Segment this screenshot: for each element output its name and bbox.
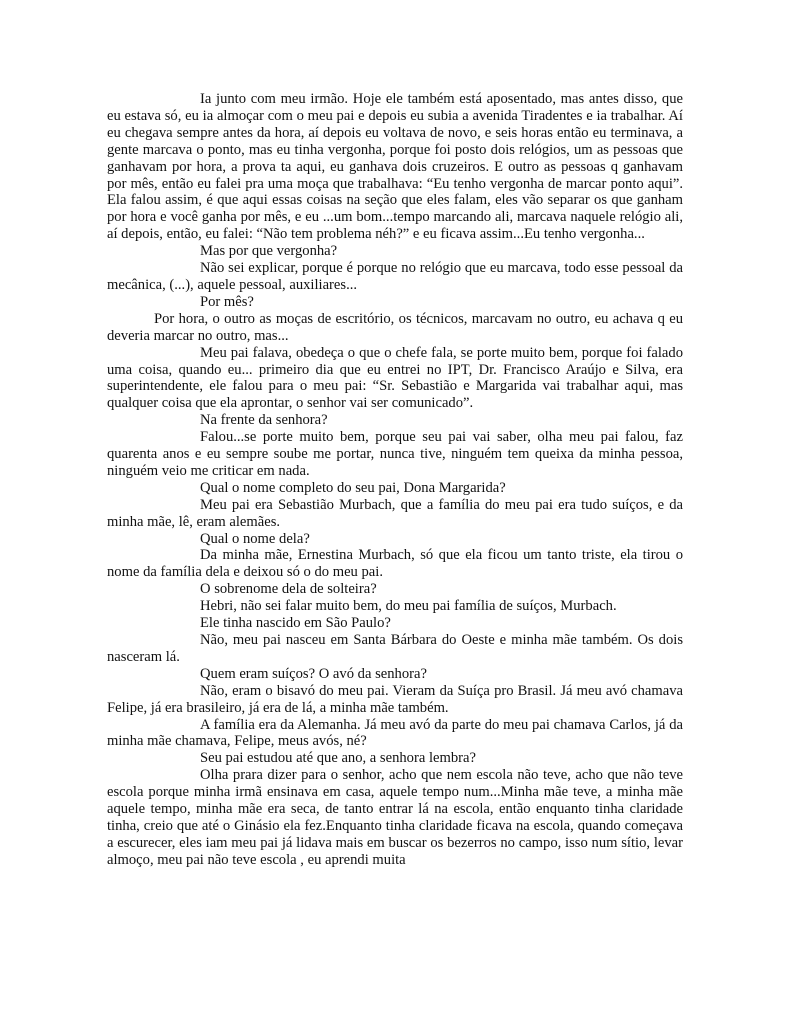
paragraph: Meu pai falava, obedeça o que o chefe fala, se porte muito bem, porque foi falado uma coisa, quando eu... primeiro dia que eu entrei no IPT, Dr. Francisco Araújo e Silva, era superintendente, ele falou para o meu pai: “Sr. Sebastião e Margarida vai trabalhar aqui, mas qualquer coisa que ela aprontar, o senhor vai ser comunicado”. [107, 344, 683, 412]
paragraph: Olha prara dizer para o senhor, acho que nem escola não teve, acho que não teve escola porque minha irmã ensinava em casa, aquele tempo num...Minha mãe teve, a minha mãe aquele tempo, minha mãe era seca, de tanto entrar lá na escola, então enquanto tinha claridade tinha, creio que até o Ginásio ela fez.Enquanto tinha claridade ficava na escola, quando começava a escurecer, eles iam meu pai já lidava mais em buscar os bezerros no campo, isso num sítio, levar almoço, meu pai não teve escola , eu aprendi muita [107, 767, 683, 868]
question: Quem eram suíços? O avó da senhora? [200, 665, 427, 682]
paragraph: Não sei explicar, porque é porque no relógio que eu marcava, todo esse pessoal da mecânica, (...), aquele pessoal, auxiliares... [107, 260, 683, 293]
question: Qual o nome completo do seu pai, Dona Margarida? [200, 479, 506, 496]
paragraph: Meu pai era Sebastião Murbach, que a família do meu pai era tudo suíços, e da minha mãe, lê, eram alemães. [107, 496, 683, 530]
question: Por mês? [200, 293, 254, 310]
question: Ele tinha nascido em São Paulo? [200, 615, 391, 632]
question: Qual o nome dela? [200, 530, 310, 547]
paragraph: Não, eram o bisavó do meu pai. Vieram da Suíça pro Brasil. Já meu avó chamava Felipe, já era brasileiro, já era de lá, a minha mãe também. [107, 682, 683, 716]
question: Seu pai estudou até que ano, a senhora lembra? [200, 750, 476, 767]
paragraph: Ia junto com meu irmão. Hoje ele também está aposentado, mas antes disso, que eu estava só, eu ia almoçar com o meu pai e depois eu subia a avenida Tiradentes e ia trabalhar. Aí eu chegava sempre antes da hora, aí depois eu voltava de novo, e seis horas então eu terminava, a gente marcava o ponto, mas eu tinha vergonha, porque foi posto dois relógios, um as pessoas que ganhavam por hora, a prova ta aqui, eu ganhava dois cruzeiros. E outro as pessoas q ganhavam por mês, então eu falei pra uma moça que trabalhava: “Eu tenho vergonha de marcar ponto aqui”. Ela falou assim, é que aqui essas coisas na seção que eles falam, eles vão separar os que ganham por hora e você ganha por mês, e eu ...um bom...tempo marcando ali, marcava naquele relógio ali, aí depois, então, eu falei: “Não tem problema néh?” e eu ficava assim...Eu tenho vergonha... [107, 91, 683, 243]
question: O sobrenome dela de solteira? [200, 581, 377, 598]
answer-line: Hebri, não sei falar muito bem, do meu pai família de suíços, Murbach. [200, 598, 617, 615]
question: Mas por que vergonha? [200, 243, 338, 260]
paragraph: Por hora, o outro as moças de escritório, os técnicos, marcavam no outro, eu achava q eu deveria marcar no outro, mas... [107, 310, 683, 344]
paragraph: Não, meu pai nasceu em Santa Bárbara do Oeste e minha mãe também. Os dois nasceram lá. [107, 632, 683, 665]
paragraph: Da minha mãe, Ernestina Murbach, só que ela ficou um tanto triste, ela tirou o nome da família dela e deixou só o do meu pai. [107, 547, 683, 581]
transcript-body [107, 91, 683, 869]
paragraph: Falou...se porte muito bem, porque seu pai vai saber, olha meu pai falou, faz quarenta anos e eu sempre soube me portar, nunca tive, ninguém tem queixa da minha pessoa, ninguém veio me criticar em nada. [107, 429, 683, 479]
question: Na frente da senhora? [200, 412, 328, 429]
paragraph: A família era da Alemanha. Já meu avó da parte do meu pai chamava Carlos, já da minha mãe chamava, Felipe, meus avós, né? [107, 716, 683, 750]
